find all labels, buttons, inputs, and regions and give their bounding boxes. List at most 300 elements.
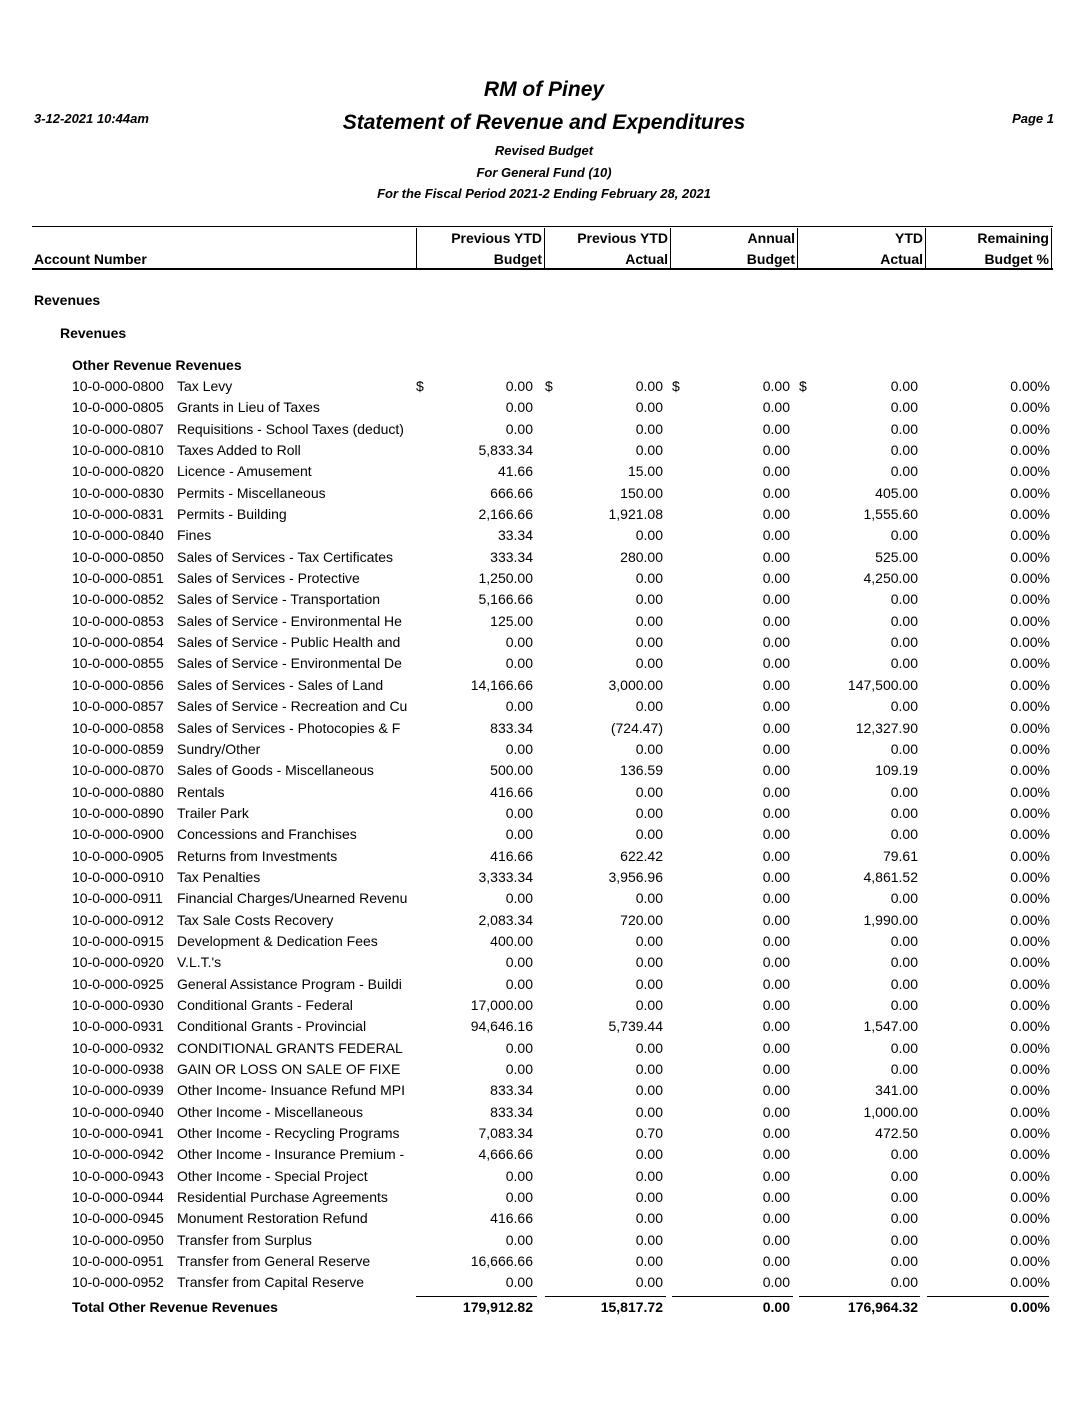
previous-ytd-budget: 0.00 [505,378,533,394]
table-row [0,504,1088,525]
annual-budget: 0.00 [762,847,790,864]
col-previous-ytd-actual [545,228,671,270]
account-number: 10-0-000-0858 [72,719,164,736]
previous-ytd-budget: 0.00 [505,1274,533,1291]
table-row [0,995,1088,1016]
account-description: Permits - Building [177,506,287,523]
previous-ytd-budget: 0.00 [505,975,533,992]
account-description: Sales of Goods - Miscellaneous [177,762,374,779]
currency-symbol: $ [672,378,680,394]
annual-budget: 0.00 [762,1103,790,1120]
previous-ytd-actual: 1,921.08 [608,506,663,523]
ytd-actual: 405.00 [875,484,918,501]
previous-ytd-actual: 0.00 [635,399,663,416]
table-row [0,1123,1088,1144]
ytd-actual: 12,327.90 [855,719,918,736]
account-description: Other Income - Recycling Programs [177,1125,400,1142]
annual-budget: 0.00 [762,804,790,821]
table-row [0,1144,1088,1165]
currency-symbol: $ [545,378,553,394]
account-number: 10-0-000-0952 [72,1274,164,1291]
page-number: Page 1 [1012,111,1054,126]
previous-ytd-budget: 0.00 [505,420,533,437]
col-header-line1: Remaining [977,230,1049,246]
account-description: Conditional Grants - Federal [177,996,353,1013]
previous-ytd-actual: 0.00 [635,442,663,459]
previous-ytd-budget: 333.34 [490,548,533,565]
account-number: 10-0-000-0830 [72,484,164,501]
previous-ytd-budget: 416.66 [490,1210,533,1227]
previous-ytd-budget: 400.00 [490,932,533,949]
remaining-budget-pct: 0.00% [1010,1125,1050,1142]
ytd-actual: 0.00 [890,634,918,651]
account-number: 10-0-000-0805 [72,399,164,416]
table-row [0,760,1088,781]
ytd-actual: 0.00 [890,1189,918,1206]
remaining-budget-pct: 0.00% [1010,719,1050,736]
account-number: 10-0-000-0941 [72,1125,164,1142]
account-number: 10-0-000-0940 [72,1103,164,1120]
account-number: 10-0-000-0943 [72,1167,164,1184]
account-description: Grants in Lieu of Taxes [177,399,320,416]
annual-budget: 0.00 [762,1274,790,1291]
table-row [0,483,1088,504]
annual-budget: 0.00 [762,570,790,587]
ytd-actual: 4,861.52 [863,868,918,885]
account-description: Licence - Amusement [177,463,312,480]
account-number: 10-0-000-0951 [72,1253,164,1270]
ytd-actual: 0.00 [890,996,918,1013]
table-row [0,589,1088,610]
remaining-budget-pct: 0.00% [1010,378,1050,394]
col-remaining-budget-pct [927,228,1052,270]
account-number: 10-0-000-0890 [72,804,164,821]
remaining-budget-pct: 0.00% [1010,676,1050,693]
previous-ytd-actual: 720.00 [620,911,663,928]
remaining-budget-pct: 0.00% [1010,847,1050,864]
previous-ytd-budget: 0.00 [505,1039,533,1056]
account-number: 10-0-000-0870 [72,762,164,779]
annual-budget: 0.00 [762,740,790,757]
account-description: Transfer from General Reserve [177,1253,371,1270]
previous-ytd-budget: 17,000.00 [470,996,533,1013]
previous-ytd-actual: 0.00 [635,612,663,629]
org-name: RM of Piney [483,78,605,101]
previous-ytd-budget: 0.00 [505,1061,533,1077]
previous-ytd-budget: 16,666.66 [470,1253,533,1270]
account-description: CONDITIONAL GRANTS FEDERAL [177,1039,403,1056]
account-number: 10-0-000-0831 [72,506,164,523]
table-row [0,782,1088,803]
account-number: 10-0-000-0910 [72,868,164,885]
account-number: 10-0-000-0950 [72,1231,164,1248]
account-number: 10-0-000-0852 [72,591,164,608]
account-description: Financial Charges/Unearned Revenu [177,890,408,907]
remaining-budget-pct: 0.00% [1010,548,1050,565]
previous-ytd-budget: 1,250.00 [478,570,533,587]
annual-budget: 0.00 [762,591,790,608]
previous-ytd-budget: 0.00 [505,890,533,907]
ytd-actual: 1,555.60 [863,506,918,523]
table-row [0,461,1088,482]
annual-budget: 0.00 [762,954,790,971]
table-row [0,974,1088,995]
ytd-actual: 525.00 [875,548,918,565]
total-ytd-actual: 176,964.32 [847,1299,918,1315]
ytd-actual: 0.00 [890,975,918,992]
col-account-number: Account Number [34,251,147,267]
currency-symbol: $ [416,378,424,394]
annual-budget: 0.00 [762,1210,790,1227]
account-description: Taxes Added to Roll [177,442,301,459]
annual-budget: 0.00 [762,826,790,843]
annual-budget: 0.00 [762,527,790,544]
remaining-budget-pct: 0.00% [1010,826,1050,843]
table-row [0,1251,1088,1272]
table-row [0,739,1088,760]
previous-ytd-budget: 0.00 [505,1231,533,1248]
remaining-budget-pct: 0.00% [1010,911,1050,928]
table-row [0,1208,1088,1229]
table-row [0,547,1088,568]
remaining-budget-pct: 0.00% [1010,1210,1050,1227]
account-number: 10-0-000-0912 [72,911,164,928]
revenue-table-body [0,376,1088,1294]
remaining-budget-pct: 0.00% [1010,1061,1050,1077]
ytd-actual: 79.61 [882,847,918,864]
previous-ytd-budget: 0.00 [505,1167,533,1184]
previous-ytd-actual: 0.00 [635,527,663,544]
account-number: 10-0-000-0925 [72,975,164,992]
annual-budget: 0.00 [762,1039,790,1056]
table-row [0,696,1088,717]
previous-ytd-budget: 0.00 [505,634,533,651]
table-row [0,525,1088,546]
previous-ytd-actual: (724.47) [610,719,663,736]
previous-ytd-actual: 136.59 [620,762,663,779]
subsection-heading: Revenues [60,325,127,341]
previous-ytd-actual: 0.00 [635,1210,663,1227]
remaining-budget-pct: 0.00% [1010,655,1050,672]
table-row [0,910,1088,931]
account-number: 10-0-000-0905 [72,847,164,864]
account-description: Requisitions - School Taxes (deduct) [177,420,404,437]
account-description: Tax Sale Costs Recovery [177,911,334,928]
account-description: Sales of Service - Recreation and Cu [177,698,408,715]
annual-budget: 0.00 [762,1231,790,1248]
remaining-budget-pct: 0.00% [1010,484,1050,501]
account-description: Transfer from Capital Reserve [177,1274,364,1291]
remaining-budget-pct: 0.00% [1010,1039,1050,1056]
ytd-actual: 0.00 [890,954,918,971]
remaining-budget-pct: 0.00% [1010,975,1050,992]
annual-budget: 0.00 [762,868,790,885]
table-row [0,675,1088,696]
ytd-actual: 0.00 [890,1274,918,1291]
previous-ytd-actual: 5,739.44 [608,1018,663,1035]
account-description: Sales of Service - Environmental De [177,655,402,672]
col-ytd-actual [799,228,926,270]
previous-ytd-budget: 833.34 [490,1082,533,1099]
table-row [0,952,1088,973]
previous-ytd-actual: 0.00 [635,1103,663,1120]
previous-ytd-actual: 0.00 [635,1253,663,1270]
account-description: Sundry/Other [177,740,261,757]
remaining-budget-pct: 0.00% [1010,740,1050,757]
previous-ytd-actual: 0.00 [635,996,663,1013]
remaining-budget-pct: 0.00% [1010,591,1050,608]
col-header-line2: Budget [493,251,542,267]
ytd-actual: 0.00 [890,1231,918,1248]
remaining-budget-pct: 0.00% [1010,399,1050,416]
ytd-actual: 341.00 [875,1082,918,1099]
account-description: V.L.T.'s [177,954,222,971]
account-description: Tax Penalties [177,868,261,885]
previous-ytd-actual: 0.00 [635,1146,663,1163]
previous-ytd-budget: 41.66 [497,463,533,480]
annual-budget: 0.00 [762,783,790,800]
ytd-actual: 1,000.00 [863,1103,918,1120]
account-description: Sales of Services - Protective [177,570,360,587]
previous-ytd-actual: 0.00 [635,954,663,971]
annual-budget: 0.00 [762,911,790,928]
account-number: 10-0-000-0942 [72,1146,164,1163]
previous-ytd-actual: 0.00 [635,932,663,949]
remaining-budget-pct: 0.00% [1010,463,1050,480]
report-title: Statement of Revenue and Expenditures [342,111,746,134]
annual-budget: 0.00 [762,378,790,394]
previous-ytd-actual: 0.00 [635,420,663,437]
col-header-line1: Previous YTD [577,230,668,246]
account-number: 10-0-000-0810 [72,442,164,459]
previous-ytd-actual: 3,000.00 [608,676,663,693]
col-header-line1: Previous YTD [451,230,542,246]
remaining-budget-pct: 0.00% [1010,996,1050,1013]
remaining-budget-pct: 0.00% [1010,420,1050,437]
previous-ytd-budget: 0.00 [505,740,533,757]
ytd-actual: 0.00 [890,463,918,480]
account-number: 10-0-000-0900 [72,826,164,843]
previous-ytd-budget: 5,166.66 [478,591,533,608]
previous-ytd-actual: 0.00 [635,1189,663,1206]
previous-ytd-actual: 0.00 [635,975,663,992]
table-row [0,1187,1088,1208]
previous-ytd-actual: 0.00 [635,698,663,715]
ytd-actual: 109.19 [875,762,918,779]
table-row [0,824,1088,845]
report-date-time: 3-12-2021 10:44am [34,111,149,126]
report-subtitle: Revised Budget [494,143,594,158]
account-number: 10-0-000-0851 [72,570,164,587]
account-number: 10-0-000-0945 [72,1210,164,1227]
previous-ytd-actual: 0.00 [635,1061,663,1077]
previous-ytd-budget: 0.00 [505,826,533,843]
col-header-line2: Budget [746,251,795,267]
previous-ytd-actual: 280.00 [620,548,663,565]
ytd-actual: 0.00 [890,826,918,843]
total-label: Total Other Revenue Revenues [72,1299,278,1315]
ytd-actual: 147,500.00 [847,676,918,693]
annual-budget: 0.00 [762,975,790,992]
annual-budget: 0.00 [762,676,790,693]
remaining-budget-pct: 0.00% [1010,1018,1050,1035]
col-header-line2: Actual [880,251,923,267]
ytd-actual: 0.00 [890,420,918,437]
annual-budget: 0.00 [762,442,790,459]
annual-budget: 0.00 [762,655,790,672]
previous-ytd-budget: 0.00 [505,399,533,416]
account-description: Other Income - Special Project [177,1167,368,1184]
header-bottom-rule [32,268,1053,270]
previous-ytd-budget: 14,166.66 [470,676,533,693]
account-description: Sales of Services - Tax Certificates [177,548,394,565]
previous-ytd-budget: 2,083.34 [478,911,533,928]
table-row [0,376,1088,397]
period-label: For the Fiscal Period 2021-2 Ending February 28, 2021 [377,186,711,201]
total-remaining-pct: 0.00% [1010,1299,1050,1315]
ytd-actual: 0.00 [890,527,918,544]
account-description: Other Income- Insuance Refund MPI [177,1082,405,1099]
account-description: Development & Dedication Fees [177,932,378,949]
table-row [0,803,1088,824]
account-description: Fines [177,527,212,544]
section-heading: Revenues [34,292,101,308]
annual-budget: 0.00 [762,932,790,949]
previous-ytd-actual: 15.00 [627,463,663,480]
account-number: 10-0-000-0932 [72,1039,164,1056]
table-row [0,1016,1088,1037]
remaining-budget-pct: 0.00% [1010,1253,1050,1270]
previous-ytd-budget: 0.00 [505,655,533,672]
annual-budget: 0.00 [762,762,790,779]
account-number: 10-0-000-0938 [72,1061,164,1077]
ytd-actual: 0.00 [890,1253,918,1270]
ytd-actual: 0.00 [890,399,918,416]
previous-ytd-actual: 0.00 [635,1274,663,1291]
previous-ytd-budget: 125.00 [490,612,533,629]
previous-ytd-actual: 3,956.96 [608,868,663,885]
account-description: Sales of Service - Environmental He [177,612,402,629]
remaining-budget-pct: 0.00% [1010,762,1050,779]
account-description: Concessions and Franchises [177,826,357,843]
account-number: 10-0-000-0931 [72,1018,164,1035]
group-heading: Other Revenue Revenues [72,357,242,373]
previous-ytd-actual: 0.00 [635,804,663,821]
account-description: Other Income - Insurance Premium - [177,1146,405,1163]
account-number: 10-0-000-0930 [72,996,164,1013]
previous-ytd-actual: 0.00 [635,826,663,843]
previous-ytd-budget: 33.34 [497,527,533,544]
previous-ytd-budget: 5,833.34 [478,442,533,459]
col-header-line2: Actual [625,251,668,267]
table-row [0,611,1088,632]
ytd-actual: 0.00 [890,804,918,821]
col-header-line1: Annual [747,230,795,246]
annual-budget: 0.00 [762,1253,790,1270]
remaining-budget-pct: 0.00% [1010,506,1050,523]
ytd-actual: 472.50 [875,1125,918,1142]
account-description: Residential Purchase Agreements [177,1189,388,1206]
table-row [0,1038,1088,1059]
remaining-budget-pct: 0.00% [1010,1274,1050,1291]
annual-budget: 0.00 [762,399,790,416]
account-number: 10-0-000-0854 [72,634,164,651]
table-row [0,1166,1088,1187]
account-description: Sales of Service - Public Health and [177,634,401,651]
table-row [0,846,1088,867]
total-annual-budget: 0.00 [762,1299,790,1315]
previous-ytd-budget: 500.00 [490,762,533,779]
annual-budget: 0.00 [762,1082,790,1099]
annual-budget: 0.00 [762,420,790,437]
account-description: Permits - Miscellaneous [177,484,326,501]
remaining-budget-pct: 0.00% [1010,1189,1050,1206]
ytd-actual: 0.00 [890,1061,918,1077]
col-annual-budget [672,228,798,270]
annual-budget: 0.00 [762,996,790,1013]
annual-budget: 0.00 [762,634,790,651]
remaining-budget-pct: 0.00% [1010,1082,1050,1099]
annual-budget: 0.00 [762,1061,790,1077]
account-description: Other Income - Miscellaneous [177,1103,363,1120]
ytd-actual: 0.00 [890,1210,918,1227]
remaining-budget-pct: 0.00% [1010,612,1050,629]
remaining-budget-pct: 0.00% [1010,868,1050,885]
ytd-actual: 0.00 [890,1167,918,1184]
annual-budget: 0.00 [762,1125,790,1142]
account-number: 10-0-000-0840 [72,527,164,544]
ytd-actual: 0.00 [890,378,918,394]
account-number: 10-0-000-0855 [72,655,164,672]
ytd-actual: 0.00 [890,655,918,672]
remaining-budget-pct: 0.00% [1010,527,1050,544]
remaining-budget-pct: 0.00% [1010,634,1050,651]
account-description: Rentals [177,783,225,800]
ytd-actual: 0.00 [890,740,918,757]
previous-ytd-actual: 0.00 [635,655,663,672]
ytd-actual: 0.00 [890,591,918,608]
previous-ytd-budget: 7,083.34 [478,1125,533,1142]
table-row [0,653,1088,674]
previous-ytd-actual: 622.42 [620,847,663,864]
annual-budget: 0.00 [762,612,790,629]
account-description: Sales of Services - Photocopies & F [177,719,401,736]
ytd-actual: 1,547.00 [863,1018,918,1035]
ytd-actual: 0.00 [890,932,918,949]
annual-budget: 0.00 [762,890,790,907]
previous-ytd-actual: 0.00 [635,1082,663,1099]
ytd-actual: 0.00 [890,698,918,715]
previous-ytd-actual: 0.00 [635,1167,663,1184]
annual-budget: 0.00 [762,1189,790,1206]
account-number: 10-0-000-0915 [72,932,164,949]
previous-ytd-actual: 0.00 [635,1039,663,1056]
account-description: GAIN OR LOSS ON SALE OF FIXE [177,1061,401,1077]
col-header-line1: YTD [895,230,923,246]
previous-ytd-budget: 0.00 [505,954,533,971]
ytd-actual: 0.00 [890,1039,918,1056]
annual-budget: 0.00 [762,1018,790,1035]
total-row [0,1297,1088,1318]
account-number: 10-0-000-0800 [72,378,164,394]
previous-ytd-budget: 833.34 [490,719,533,736]
table-row [0,888,1088,909]
account-number: 10-0-000-0880 [72,783,164,800]
previous-ytd-budget: 2,166.66 [478,506,533,523]
previous-ytd-budget: 416.66 [490,847,533,864]
annual-budget: 0.00 [762,484,790,501]
account-description: Sales of Service - Transportation [177,591,381,608]
